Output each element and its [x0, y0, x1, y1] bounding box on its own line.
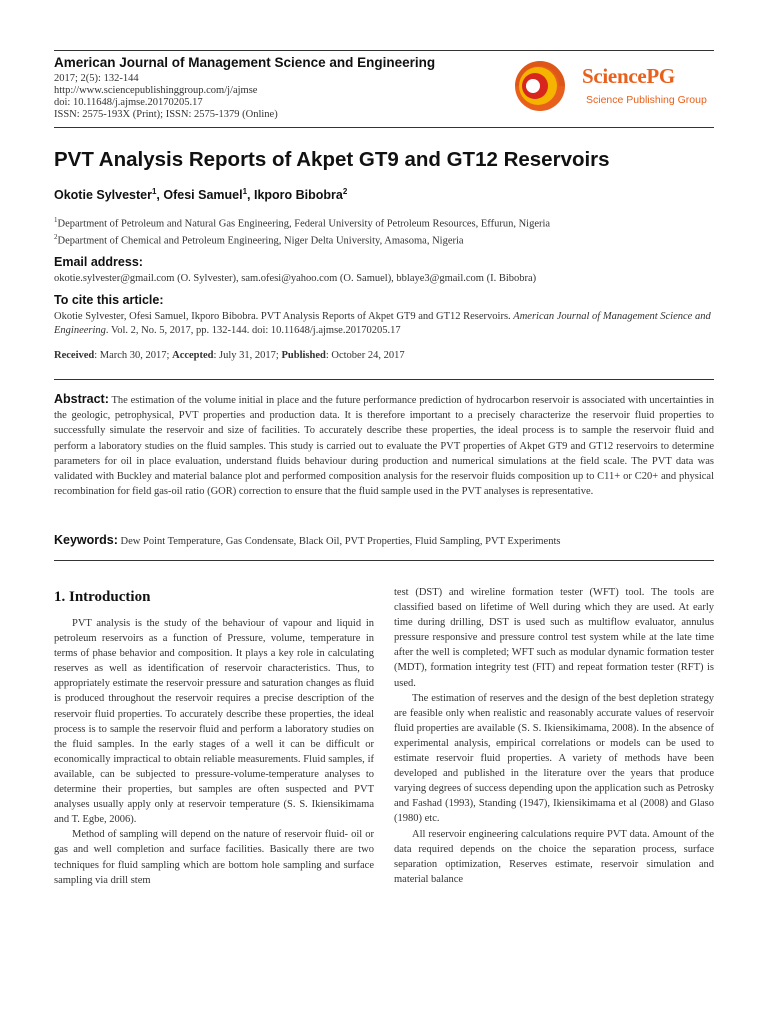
logo-tagline: Science Publishing Group [586, 94, 707, 106]
sciencepg-logo [510, 58, 714, 114]
left-column [54, 616, 374, 888]
abstract-rule-bottom [54, 560, 714, 561]
header-rule [54, 127, 714, 128]
publication-dates: Received: March 30, 2017; Accepted: July 31, 2017; Published: October 24, 2017 [54, 350, 405, 361]
journal-issn: ISSN: 2575-193X (Print); ISSN: 2575-1379 (Online) [54, 109, 278, 120]
paragraph: The estimation of reserves and the design of the best depletion strategy are feasible only when realistic and reasonably accurate values of reservoir fluid properties are available (S. S. Ikiensikimama, 2008). In the absence of experimental analysis, empirical correlations or models can be used to estimate reservoir fluid properties. A variety of methods have been developed and published in the literature over the years that produce varying degrees of success depending upon the application such as Petrosky and Fashad (1993), Standing (1947), Ikiensikimama et al (2008) and Glaso (1980) etc. [394, 692, 714, 825]
logo-brand: SciencePG [582, 64, 675, 88]
paragraph: test (DST) and wireline formation tester (WFT) tool. The tools are classified based on lifetime of Well during which they are used. At early time during drilling, DST is used such as multiflow evaluator, annulus pressure responsive and pressure control test system while at the late time after the well is completed; WFT such as modular dynamic formation tester (MDT), formation integrity test (FIT) and repeat formation tester (RFT) is used. [394, 587, 714, 689]
abstract-label: Abstract: [54, 392, 109, 406]
affiliation: $^1$Department of Petroleum and Natural Gas Engineering, Federal University of Petroleum Resources, Effurun, Nigeria [54, 216, 551, 230]
author-name: Okotie Sylvester [54, 188, 152, 203]
paragraph: Method of sampling will depend on the nature of reservoir fluid- oil or gas and well completion and surface facilities. Basically there are two techniques for fluid sampling which are bottom hole sampling and surface sampling via drill stem [54, 829, 374, 886]
top-rule [54, 50, 714, 51]
keywords-label: Keywords: [54, 533, 118, 547]
author-name: Ikporo Bibobra [253, 188, 343, 203]
sciencepg-logo-icon [510, 58, 576, 114]
author-list: Okotie Sylvester$^1$, Ofesi Samuel$^1$, Ikporo Bibobra$^2$ [54, 187, 348, 203]
abstract-text: The estimation of the volume initial in place and the future performance prediction of hydrocarbon reservoir is associated with uncertainties in the geologic, petrophysical, PVT properties and production data. It is therefore important to a precisely characterize the reservoir fluid properties to successfully simulate the reservoir and size of facilities. To accurately describe these properties, the ideal process is to sample the reservoir fluid and perform a laboratory studies on the fluid samples. This study is carried out to evaluate the PVT properties of Akpet GT9 and GT12 reservoirs to determine parameters for oil in place evaluation, understand fluids behaviour during production and numerical simulations at the field scale. The PVT data was validated with Buckley and material balance plot and performed composition analysis for the reservoir fluids composition up to C11+ or C20+ and physical recombination for field gas-oil ratio (GOR) correction to ensure that the fluid sample used in the PVT analyses is representative. [54, 395, 714, 498]
cite-heading: To cite this article: [54, 293, 164, 307]
abstract [54, 392, 714, 499]
keywords [54, 533, 714, 547]
affiliation: $^2$Department of Chemical and Petroleum Engineering, Niger Delta University, Amasoma, Nigeria [54, 233, 464, 247]
journal-issue: 2017; 2(5): 132-144 [54, 73, 139, 84]
email-list[interactable]: okotie.sylvester@gmail.com (O. Sylvester), sam.ofesi@yahoo.com (O. Samuel), bblaye3@gmail.com (I. Bibobra) [54, 273, 537, 284]
author-name: Ofesi Samuel [163, 188, 243, 203]
journal-doi: doi: 10.11648/j.ajmse.20170205.17 [54, 97, 203, 108]
email-heading: Email address: [54, 255, 143, 269]
right-column [394, 585, 714, 887]
keywords-text: Dew Point Temperature, Gas Condensate, Black Oil, PVT Properties, Fluid Sampling, PVT Experiments [120, 536, 561, 547]
paper-title: PVT Analysis Reports of Akpet GT9 and GT12 Reservoirs [54, 148, 610, 171]
abstract-rule-top [54, 379, 714, 380]
section-heading-introduction: 1. Introduction [54, 589, 151, 605]
citation: Okotie Sylvester, Ofesi Samuel, Ikporo Bibobra. PVT Analysis Reports of Akpet GT9 and GT12 Reservoirs. American Journal of Management Science and Engineering. Vol. 2, No. 5, 2017, pp. 132-144. doi: 10.11648/j.ajmse.20170205.17 [54, 311, 711, 336]
paragraph: All reservoir engineering calculations require PVT data. Amount of the data required depends on the choice the separation process, surface separation optimization, Reserves estimate, reservoir simulation and material balance [394, 828, 714, 885]
journal-url[interactable]: http://www.sciencepublishinggroup.com/j/ajmse [54, 85, 258, 96]
paragraph: PVT analysis is the study of the behaviour of vapour and liquid in petroleum reservoirs as a function of Pressure, volume, temperature in terms of phase behavior and composition. It plays a key role in calculating reserves as well as identification of reservoir characteristics. Thus, to appropriately estimate the reservoir pressure and saturation changes as fluid is produced throughout the reservoir requires a precise description of the reservoir fluid properties. To accurately describe these properties, the ideal process is to sample the reservoir fluid and perform a laboratory studies on the fluid samples. In the early stages of a well it can be difficult or economically impractical to obtain reliable measurements. Fluid samples, if available, can be subjected to pressure-volume-temperature analyses to determine their properties, but samples are often suspected and PVT analyses usually apply only at reservoir temperature (S. S. Ikiensikimama and T. Egbe, 2006). [54, 618, 374, 826]
journal-name: American Journal of Management Science and Engineering [54, 55, 436, 70]
